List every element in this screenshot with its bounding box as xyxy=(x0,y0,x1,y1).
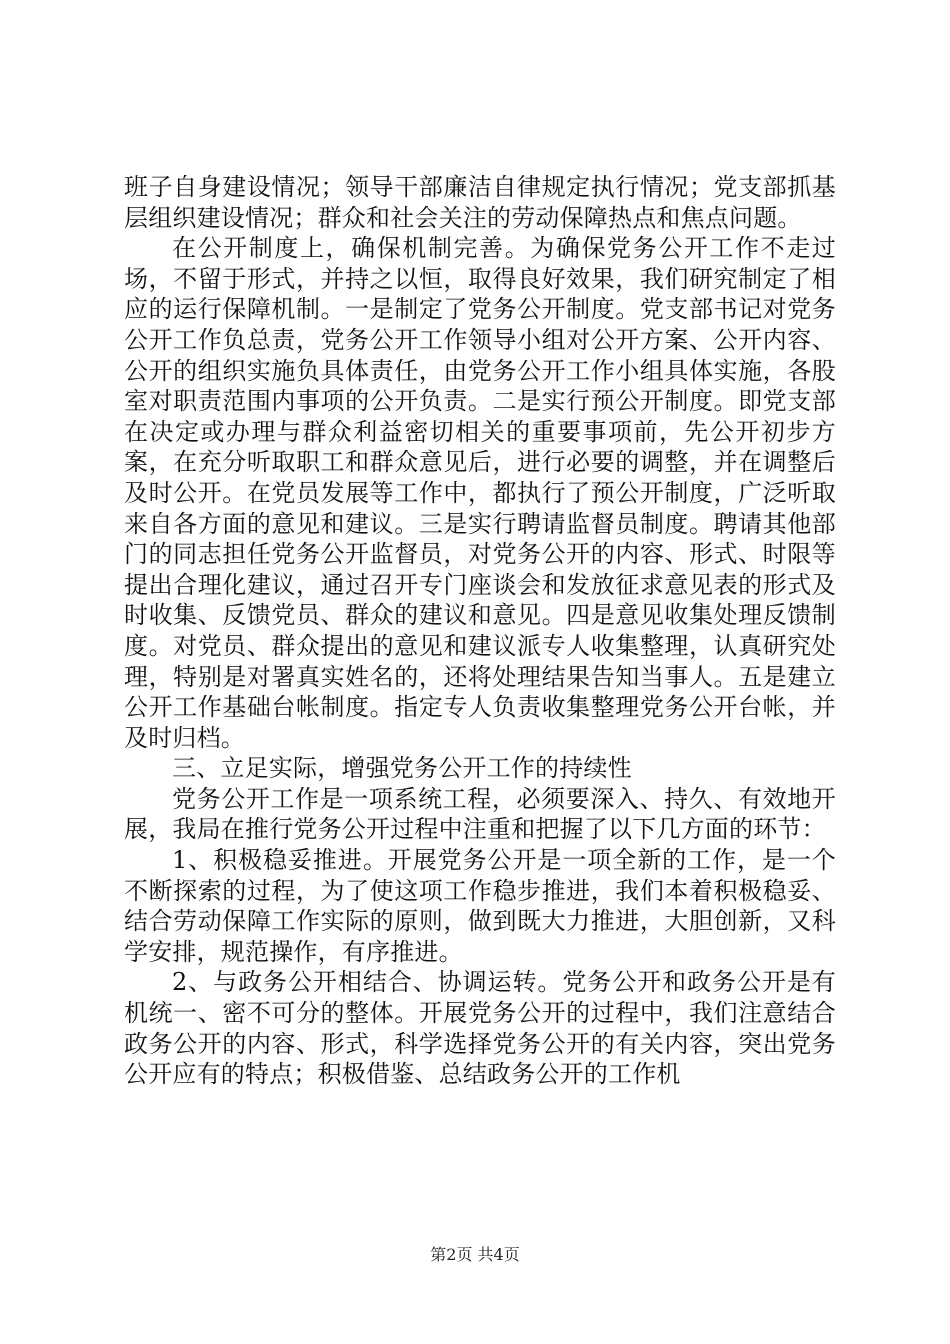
paragraph-continuation: 班子自身建设情况；领导干部廉洁自律规定执行情况；党支部抓基层组织建设情况；群众和社会关注的劳动保障热点和焦点问题。 xyxy=(124,173,836,232)
page-number-label: 第2页 共4页 xyxy=(430,1245,520,1264)
section-heading-three: 三、立足实际，增强党务公开工作的持续性 xyxy=(172,754,632,783)
paragraph-disclosure-system: 在公开制度上，确保机制完善。为确保党务公开工作不走过场，不留于形式，并持之以恒，取得良好效果，我们研究制定了相应的运行保障机制。一是制定了党务公开制度。党支部书记对党务公开工作负总责，党务公开工作领导小组对公开方案、公开内容、公开的组织实施负具体责任，由党务公开工作小组具体实施，各股室对职责范围内事项的公开负责。二是实行预公开制度。即党支部在决定或办理与群众利益密切相关的重要事项前，先公开初步方案，在充分听取职工和群众意见后，进行必要的调整，并在调整后及时公开。在党员发展等工作中，都执行了预公开制度，广泛听取来自各方面的意见和建议。三是实行聘请监督员制度。聘请其他部门的同志担任党务公开监督员，对党务公开的内容、形式、时限等提出合理化建议，通过召开专门座谈会和发放征求意见表的形式及时收集、反馈党员、群众的建议和意见。四是意见收集处理反馈制度。对党员、群众提出的意见和建议派专人收集整理，认真研究处理，特别是对署真实姓名的，还将处理结果告知当事人。五是建立公开工作基础台帐制度。指定专人负责收集整理党务公开台帐，并及时归档。 xyxy=(124,234,836,752)
document-body xyxy=(124,172,836,1090)
paragraph-item-two: 2、与政务公开相结合、协调运转。党务公开和政务公开是有机统一、密不可分的整体。开展党务公开的过程中，我们注意结合政务公开的内容、形式，科学选择党务公开的有关内容，突出党务公开应有的特点；积极借鉴、总结政务公开的工作机 xyxy=(124,968,836,1089)
paragraph-item-one: 1、积极稳妥推进。开展党务公开是一项全新的工作，是一个不断探索的过程，为了使这项工作稳步推进，我们本着积极稳妥、结合劳动保障工作实际的原则，做到既大力推进，大胆创新，又科学安排，规范操作，有序推进。 xyxy=(124,846,836,966)
page-footer xyxy=(0,1245,950,1265)
paragraph-system-engineering: 党务公开工作是一项系统工程，必须要深入、持久、有效地开展，我局在推行党务公开过程中注重和把握了以下几方面的环节： xyxy=(124,784,836,844)
